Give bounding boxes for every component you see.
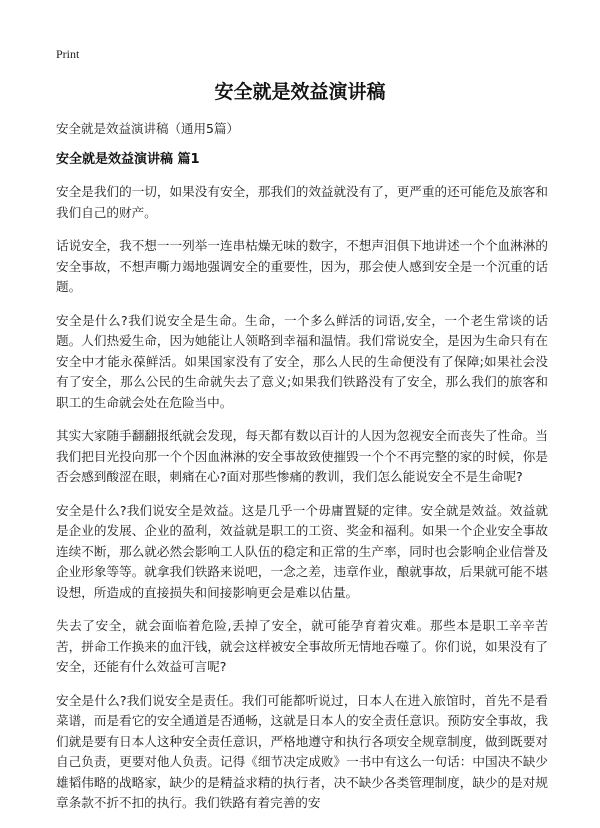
document-subtitle: 安全就是效益演讲稿（通用5篇） — [56, 121, 239, 136]
paragraph-5: 安全是什么?我们说安全是效益。这是几乎一个毋庸置疑的定律。安全就是效益。效益就是企业的发展、企业的盈利，效益就是职工的工资、奖金和福利。如果一个企业安全事故连续不断，那么就必然会影响工人队伍的稳定和正常的生产率，同时也会影响企业信誉及企业形象等等。就拿我们铁路来说吧，一念之差，违章作业，酿就事故，后果就可能不堪设想，所造成的直接损失和间接影响更会是难以估量。 — [56, 502, 548, 600]
paragraph-3: 安全是什么?我们说安全是生命。生命，一个多么鲜活的词语,安全，一个老生常谈的话题。人们热爱生命，因为她能让人领略到幸福和温情。我们常说安全，是因为生命只有在安全中才能永葆鲜活。如果国家没有了安全，那么人民的生命便没有了保障;如果社会没有了安全，那么公民的生命就失去了意义;如果我们铁路没有了安全，那么我们的旅客和职工的生命就会处在危险当中。 — [56, 312, 548, 410]
paragraph-6: 失去了安全，就会面临着危险,丢掉了安全，就可能孕育着灾难。那些本是职工辛辛苦苦，拼命工作换来的血汗钱，就会这样被安全事故所无情地吞噬了。你们说，如果没有了安全，还能有什么效益可言呢? — [56, 618, 548, 674]
article-body — [56, 182, 548, 827]
section-heading: 安全就是效益演讲稿 篇1 — [56, 152, 200, 167]
print-label: Print — [56, 47, 80, 61]
paragraph-4: 其实大家随手翻翻报纸就会发现，每天都有数以百计的人因为忽视安全而丧失了性命。当我们把目光投向那一个个因血淋淋的安全事故致使摧毁一个个不再完整的家的时候，你是否会感到酸涩在眼，刺痛在心?面对那些惨痛的教训，我们怎么能说安全不是生命呢? — [56, 428, 548, 484]
document-title: 安全就是效益演讲稿 — [214, 81, 386, 103]
paragraph-1: 安全是我们的一切，如果没有安全，那我们的效益就没有了，更严重的还可能危及旅客和我们自己的财产。 — [56, 184, 548, 220]
paragraph-2: 话说安全，我不想一一列举一连串枯燥无味的数字，不想声泪俱下地讲述一个个血淋淋的安全事故，不想声嘶力竭地强调安全的重要性，因为，那会使人感到安全是一个沉重的话题。 — [56, 238, 548, 294]
paragraph-7: 安全是什么?我们说安全是责任。我们可能都听说过，日本人在进入旅馆时，首先不是看菜谱，而是看它的安全通道是否通畅，这就是日本人的安全责任意识。预防安全事故，我们就是要有日本人这种安全责任意识，严格地遵守和执行各项安全规章制度，做到既要对自己负责，更要对他人负责。记得《细节决定成败》一书中有这么一句话：中国决不缺少雄韬伟略的战略家，缺少的是精益求精的执行者，决不缺少各类管理制度，缺少的是对规章条款不折不扣的执行。我们铁路有着完善的安 — [56, 692, 548, 810]
